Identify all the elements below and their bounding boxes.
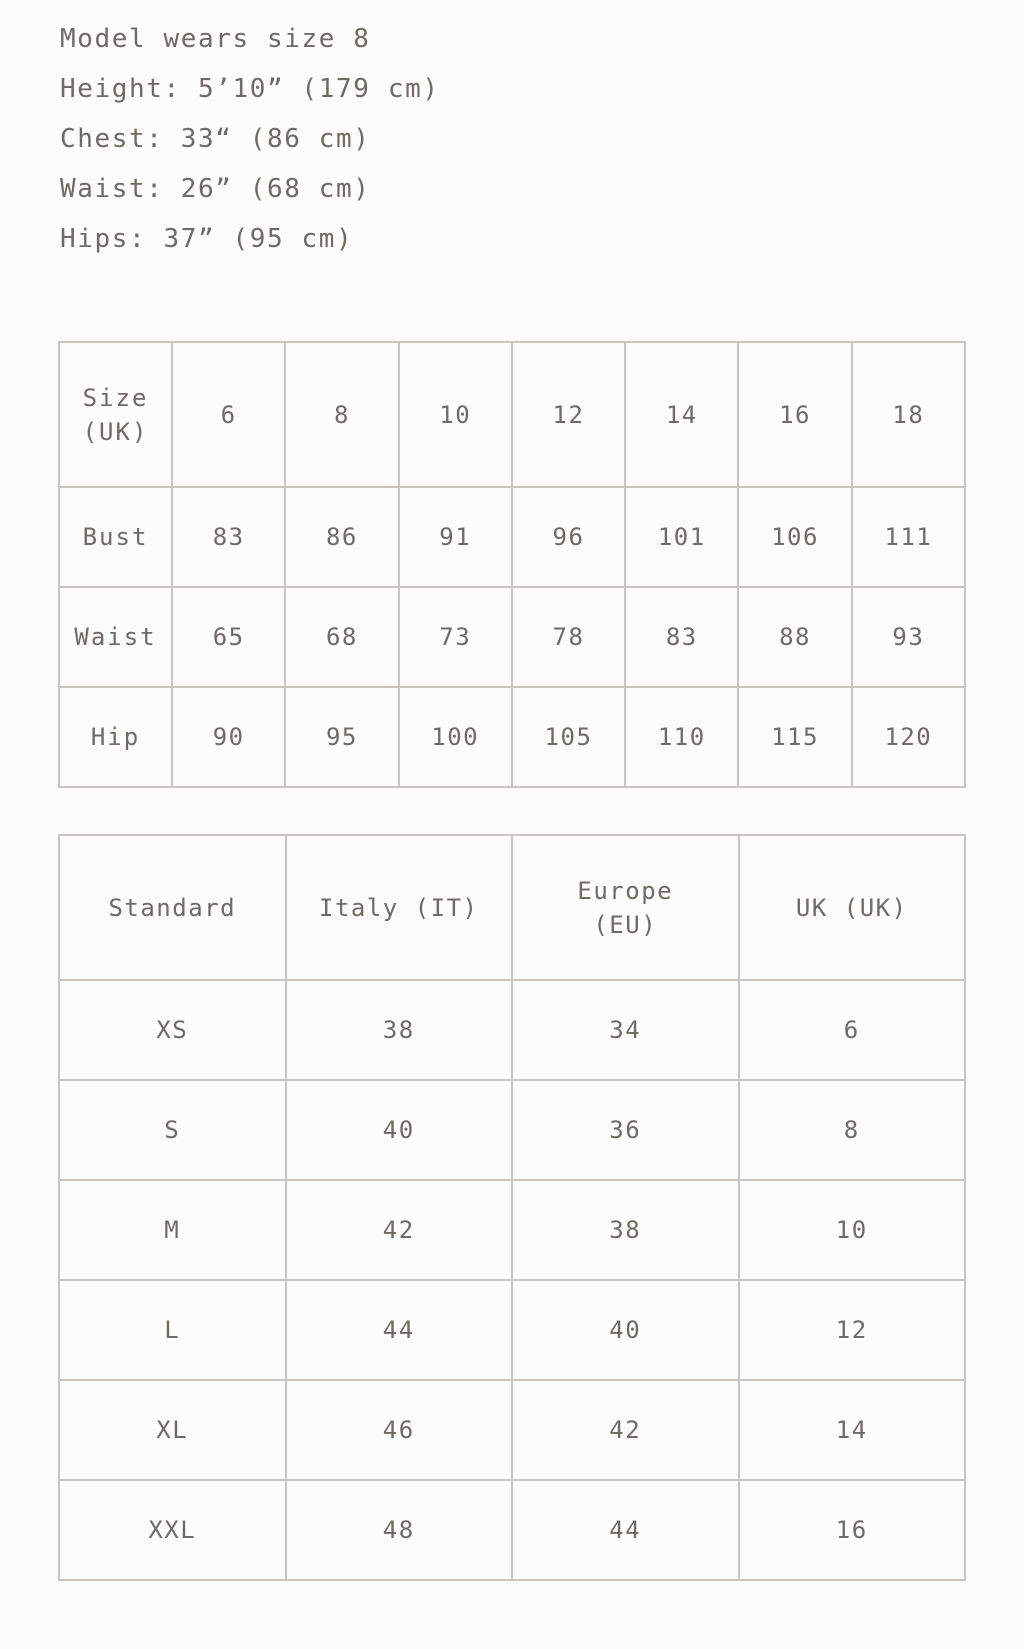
size-header-row xyxy=(59,342,965,487)
table-cell: 88 xyxy=(738,587,851,687)
table-cell: 34 xyxy=(512,980,739,1080)
table-cell: 16 xyxy=(739,1480,966,1580)
table-row xyxy=(59,1180,965,1280)
row-label-bust: Bust xyxy=(59,487,172,587)
table-cell: 10 xyxy=(739,1180,966,1280)
size-header-cell: 16 xyxy=(738,342,851,487)
table-cell: 83 xyxy=(172,487,285,587)
table-cell: 44 xyxy=(512,1480,739,1580)
table-cell: 38 xyxy=(286,980,513,1080)
table-cell: 12 xyxy=(739,1280,966,1380)
table-cell: 110 xyxy=(625,687,738,787)
size-header-cell: 14 xyxy=(625,342,738,487)
table-cell: 14 xyxy=(739,1380,966,1480)
conversion-header-row xyxy=(59,835,965,980)
table-cell: 95 xyxy=(285,687,398,787)
size-header-cell: 18 xyxy=(852,342,965,487)
model-height-text: Height: 5’10” (179 cm) xyxy=(60,74,440,104)
table-cell: M xyxy=(59,1180,286,1280)
table-cell: 73 xyxy=(399,587,512,687)
size-header-cell: 12 xyxy=(512,342,625,487)
size-conversion-table xyxy=(58,834,966,1581)
header-standard: Standard xyxy=(59,835,286,980)
table-cell: 91 xyxy=(399,487,512,587)
table-cell: 38 xyxy=(512,1180,739,1280)
table-cell: 65 xyxy=(172,587,285,687)
size-header-cell: 8 xyxy=(285,342,398,487)
table-row xyxy=(59,1280,965,1380)
table-cell: 90 xyxy=(172,687,285,787)
table-cell: 78 xyxy=(512,587,625,687)
table-cell: 101 xyxy=(625,487,738,587)
table-cell: 42 xyxy=(512,1380,739,1480)
hip-row xyxy=(59,687,965,787)
table-cell: 100 xyxy=(399,687,512,787)
table-row xyxy=(59,980,965,1080)
table-row xyxy=(59,1380,965,1480)
table-cell: 111 xyxy=(852,487,965,587)
table-cell: 86 xyxy=(285,487,398,587)
table-cell: 120 xyxy=(852,687,965,787)
size-header-unit: (UK) xyxy=(82,417,149,446)
table-cell: XS xyxy=(59,980,286,1080)
model-info xyxy=(60,14,440,264)
table-cell: XL xyxy=(59,1380,286,1480)
table-cell: 93 xyxy=(852,587,965,687)
table-cell: 42 xyxy=(286,1180,513,1280)
table-cell: 48 xyxy=(286,1480,513,1580)
table-cell: 105 xyxy=(512,687,625,787)
header-europe-line2: (EU) xyxy=(593,910,658,939)
model-size-text: Model wears size 8 xyxy=(60,24,371,54)
row-label-waist: Waist xyxy=(59,587,172,687)
table-row xyxy=(59,1080,965,1180)
table-cell: XXL xyxy=(59,1480,286,1580)
table-cell: 106 xyxy=(738,487,851,587)
size-chart-table xyxy=(58,341,966,788)
header-europe-line1: Europe xyxy=(577,876,674,905)
size-header-label: Size xyxy=(82,383,149,412)
table-cell: 83 xyxy=(625,587,738,687)
header-uk: UK (UK) xyxy=(739,835,966,980)
table-row xyxy=(59,1480,965,1580)
row-label-hip: Hip xyxy=(59,687,172,787)
table-cell: 44 xyxy=(286,1280,513,1380)
size-header-cell: 10 xyxy=(399,342,512,487)
table-cell: 8 xyxy=(739,1080,966,1180)
table-cell: S xyxy=(59,1080,286,1180)
model-hips-text: Hips: 37” (95 cm) xyxy=(60,224,354,254)
table-cell: 36 xyxy=(512,1080,739,1180)
table-cell: 96 xyxy=(512,487,625,587)
model-chest-text: Chest: 33“ (86 cm) xyxy=(60,124,371,154)
table-cell: 115 xyxy=(738,687,851,787)
bust-row xyxy=(59,487,965,587)
model-waist-text: Waist: 26” (68 cm) xyxy=(60,174,371,204)
size-uk-header-cell xyxy=(59,342,172,487)
table-cell: 40 xyxy=(512,1280,739,1380)
size-header-cell: 6 xyxy=(172,342,285,487)
table-cell: 68 xyxy=(285,587,398,687)
header-italy: Italy (IT) xyxy=(286,835,513,980)
table-cell: 40 xyxy=(286,1080,513,1180)
table-cell: 6 xyxy=(739,980,966,1080)
waist-row xyxy=(59,587,965,687)
table-cell: 46 xyxy=(286,1380,513,1480)
table-cell: L xyxy=(59,1280,286,1380)
header-europe xyxy=(512,835,739,980)
